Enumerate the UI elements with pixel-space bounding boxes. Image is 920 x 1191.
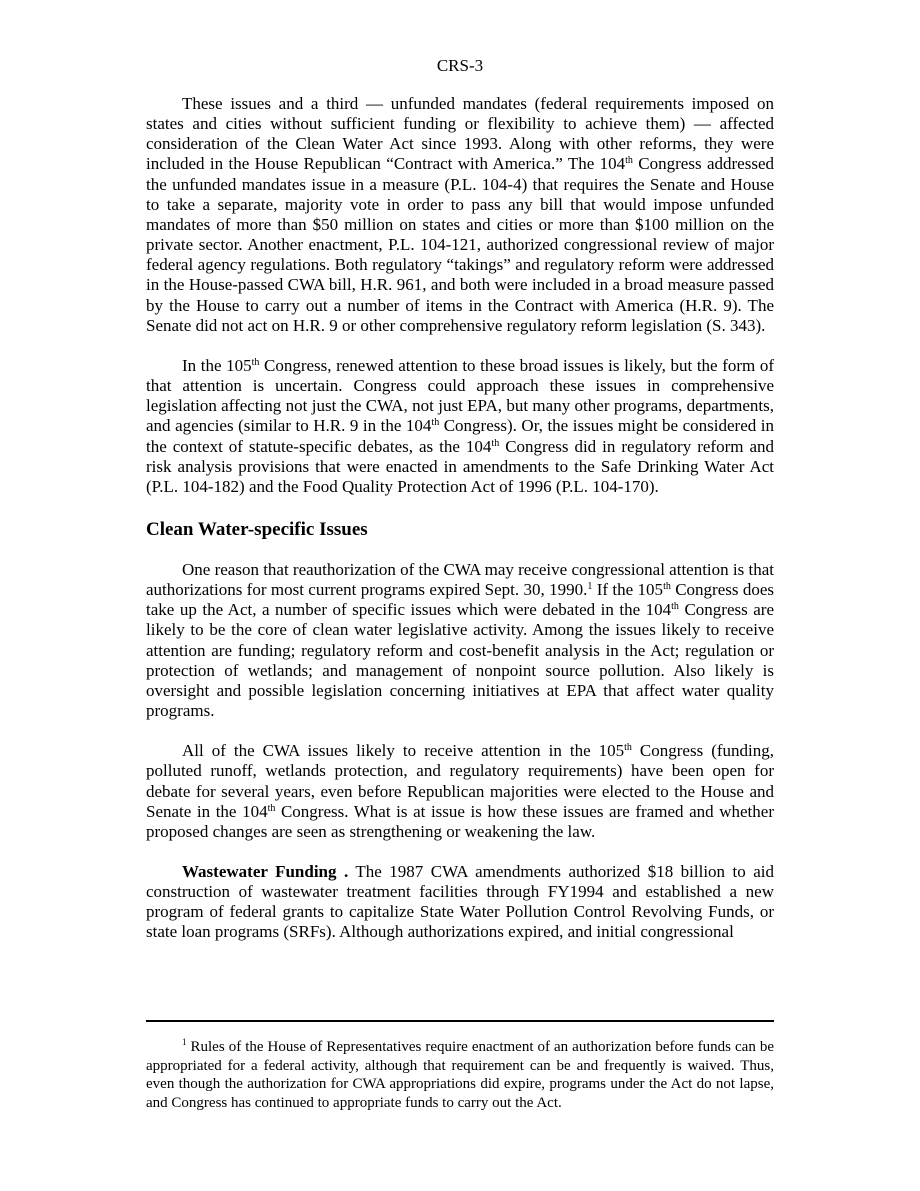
footnote-marker: 1 bbox=[182, 1037, 187, 1047]
footnote bbox=[146, 1038, 774, 1112]
ordinal-suffix: th bbox=[671, 601, 679, 613]
paragraph-wastewater-funding bbox=[146, 862, 774, 943]
p5-text: The 1987 CWA amendments authorized $18 billion to aid construction of wastewater treatment facilities through FY1994 and established a new program of federal grants to capitalize State Water Pollution Control Revolving Funds, or state loan programs (SRFs). Although authorizations expired, and initial congressional bbox=[146, 862, 774, 942]
footnote-text: Rules of the House of Representatives require enactment of an authorization before funds can be appropriated for a federal activity, although that requirement can be and frequently is waived. Thus, even though the authorization for CWA appropriations did expire, programs under the Act do not lapse, and Congress has continued to appropriate funds to carry out the Act. bbox=[146, 1039, 774, 1111]
section-heading: Clean Water-specific Issues bbox=[146, 518, 368, 540]
p3-text-c: Congress does take up the Act, a number of specific issues which were debated in the 104 bbox=[146, 580, 775, 620]
ordinal-suffix: th bbox=[663, 581, 671, 593]
ordinal-suffix: th bbox=[431, 417, 440, 429]
paragraph-105th-congress bbox=[146, 356, 774, 497]
p3-text-b: If the 105 bbox=[592, 580, 664, 600]
ordinal-suffix: th bbox=[625, 155, 633, 167]
p2-text-b: Congress, renewed attention to these broad issues is likely, but the form of that attention is uncertain. Congress could approach these issues in comprehensive legislation affecting not just the CWA, not just EPA, but many other programs, departments, and agencies (similar to H.R. 9 in the 104 bbox=[146, 355, 774, 436]
p4-text-a: All of the CWA issues likely to receive attention in the 105 bbox=[182, 741, 625, 761]
ordinal-suffix: th bbox=[624, 742, 632, 754]
paragraph-reauthorization bbox=[146, 560, 774, 721]
paragraph-cwa-issues bbox=[146, 741, 774, 842]
p2-text-d: Congress did in regulatory reform and risk analysis provisions that were enacted in amendments to the Safe Drinking Water Act (P.L. 104-182) and the Food Quality Protection Act of 1996 (P.L. 104-170). bbox=[146, 436, 774, 496]
p1-text-a: These issues and a third — unfunded mandates (federal requirements imposed on states and cities without sufficient funding or flexibility to achieve them) — affected consideration of the Clean Water Act since 1993. Along with other reforms, they were included in the House Republican “Contract with America.” The 104 bbox=[146, 94, 774, 174]
p4-text-b: Congress (funding, polluted runoff, wetlands protection, and regulatory requirements) have been open for debate for several years, even before Republican majorities were elected to the House and Senate in the 104 bbox=[146, 741, 775, 821]
ordinal-suffix: th bbox=[267, 802, 276, 814]
p2-text-c: Congress). Or, the issues might be considered in the context of statute-specific debates, as the 104 bbox=[146, 416, 774, 456]
footnote-reference[interactable]: 1 bbox=[587, 581, 593, 593]
p1-text-b: Congress addressed the unfunded mandates issue in a measure (P.L. 104-4) that requires the Senate and House to take a separate, majority vote in order to pass any bill that would impose unfunded mandates of more than $50 million on states and cities or more than $100 million on the private sector. Another enactment, P.L. 104-121, authorized congressional review of major federal agency regulations. Both regulatory “takings” and regulatory reform were addressed in the House-passed CWA bill, H.R. 961, and both were included in a broad measure passed by the House to carry out a number of items in the Contract with America (H.R. 9). The Senate did not act on H.R. 9 or other comprehensive regulatory reform legislation (S. 343). bbox=[146, 154, 774, 335]
page-number: CRS-3 bbox=[436, 56, 484, 75]
p3-text-d: Congress are likely to be the core of clean water legislative activity. Among the issues likely to receive attention are funding; regulatory reform and cost-benefit analysis in the Act; regulation or protection of wetlands; and management of nonpoint source pollution. Also likely is oversight and possible legislation concerning initiatives at EPA that affect water quality programs. bbox=[146, 600, 774, 721]
p2-text-a: In the 105 bbox=[182, 355, 252, 375]
paragraph-unfunded-mandates bbox=[146, 94, 774, 336]
p4-text-c: Congress. What is at issue is how these issues are framed and whether proposed changes are seen as strengthening or weakening the law. bbox=[146, 801, 774, 841]
ordinal-suffix: th bbox=[251, 356, 260, 368]
body-text bbox=[146, 94, 774, 943]
footnote-separator bbox=[146, 1020, 774, 1022]
run-in-heading: Wastewater Funding . bbox=[182, 862, 349, 881]
p3-text-a: One reason that reauthorization of the CWA may receive congressional attention is that authorizations for most current programs expired Sept. 30, 1990. bbox=[146, 559, 774, 600]
ordinal-suffix: th bbox=[491, 437, 500, 449]
